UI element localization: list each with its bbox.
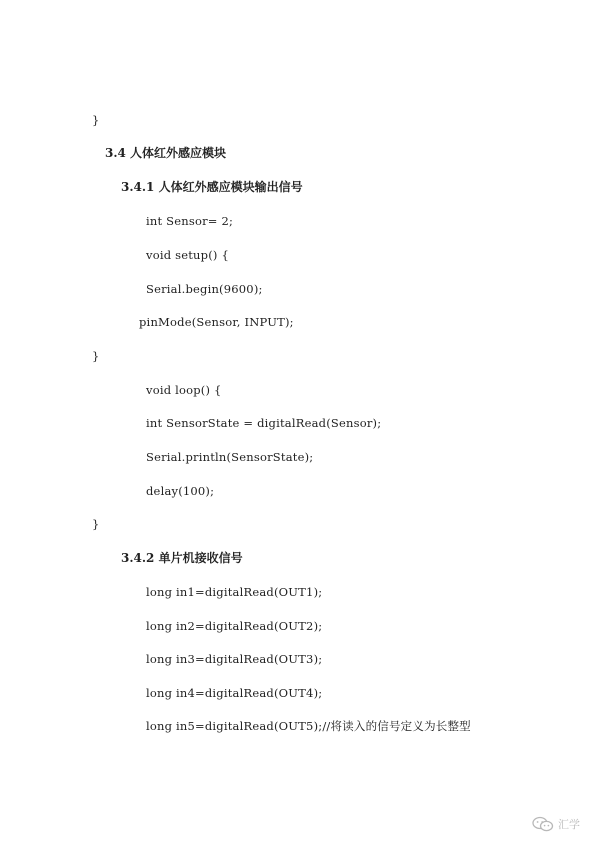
code-line-println: Serial.println(SensorState); (146, 450, 314, 464)
wechat-icon (532, 816, 554, 832)
closing-brace-setup: } (92, 349, 100, 363)
code-line-in5: long in5=digitalRead(OUT5);//将读入的信号定义为长整型 (146, 719, 471, 733)
code-line-loop: void loop() { (146, 383, 222, 397)
watermark-text: 汇学 (558, 818, 580, 831)
code-line-in4: long in4=digitalRead(OUT4); (146, 686, 323, 700)
section-heading-3-4: 3.4 人体红外感应模块 (105, 146, 227, 160)
code-line-serial-begin: Serial.begin(9600); (146, 282, 263, 296)
code-line-in1: long in1=digitalRead(OUT1); (146, 585, 323, 599)
code-line-pinmode: pinMode(Sensor, INPUT); (139, 315, 294, 329)
subsection-heading-3-4-2: 3.4.2 单片机接收信号 (121, 551, 243, 565)
closing-brace-loop: } (92, 517, 100, 531)
code-line-in2: long in2=digitalRead(OUT2); (146, 619, 323, 633)
code-line-sensor-decl: int Sensor= 2; (146, 214, 234, 228)
code-line-delay: delay(100); (146, 484, 215, 498)
watermark (532, 816, 580, 832)
code-line-in3: long in3=digitalRead(OUT3); (146, 652, 323, 666)
closing-brace-top: } (92, 113, 100, 127)
code-line-setup: void setup() { (146, 248, 229, 262)
code-line-sensor-state: int SensorState = digitalRead(Sensor); (146, 416, 382, 430)
subsection-heading-3-4-1: 3.4.1 人体红外感应模块输出信号 (121, 180, 303, 194)
